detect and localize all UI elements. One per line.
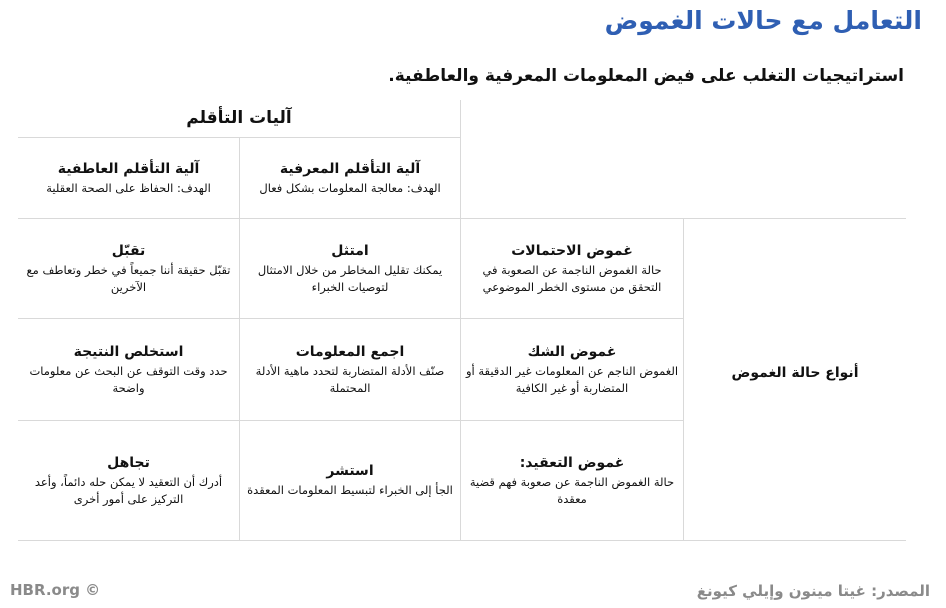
page-subtitle: استراتيجيات التغلب على فيض المعلومات المعرفية والعاطفية. — [388, 66, 904, 86]
cognitive-strategy-cell — [240, 219, 460, 318]
ambiguity-type-cell — [461, 319, 683, 420]
brand-logo: HBR.org © — [10, 581, 101, 599]
strategy-title: استخلص النتيجة — [73, 343, 184, 360]
column-title: آلية التأقلم المعرفية — [279, 160, 421, 177]
type-title: غموض الشك — [527, 343, 617, 360]
strategy-title: استشر — [326, 463, 374, 479]
ambiguity-types-header: أنواع حالة الغموض — [731, 365, 859, 381]
strategy-title: امتثل — [331, 242, 369, 259]
strategy-title: تجاهل — [107, 454, 150, 471]
strategy-desc: أدرك أن التعقيد لا يمكن حله دائماً، وأعد التركيز على أمور أخرى — [34, 474, 223, 506]
type-title: غموض التعقيد: — [519, 454, 625, 471]
strategy-desc: حدد وقت التوقف عن البحث عن معلومات واضحة — [29, 363, 228, 395]
strategy-title: اجمع المعلومات — [295, 343, 405, 360]
type-title: غموض الاحتمالات — [511, 242, 633, 259]
type-desc: الغموض الناجم عن المعلومات غير الدقيقة أو المتضاربة أو غير الكافية — [465, 363, 679, 395]
source-credit: المصدر: غيتا مينون وإيلي كيونغ — [696, 582, 930, 600]
column-desc: الهدف: معالجة المعلومات بشكل فعال — [259, 180, 441, 195]
coping-mechanisms-header: آليات التأقلم — [186, 108, 292, 128]
divider — [18, 540, 906, 541]
emotional-strategy-cell — [18, 319, 239, 420]
column-desc: الهدف: الحفاظ على الصحة العقلية — [46, 180, 211, 195]
emotional-strategy-cell — [18, 219, 239, 318]
column-header-cognitive — [240, 138, 460, 218]
divider — [683, 218, 684, 540]
strategy-desc: تقبّل حقيقة أننا جميعاً في خطر وتعاطف مع الآخرين — [26, 262, 231, 294]
column-title: آلية التأقلم العاطفية — [57, 160, 200, 177]
emotional-strategy-cell — [18, 421, 239, 540]
strategy-desc: يمكنك تقليل المخاطر من خلال الامتثال لتوصيات الخبراء — [257, 262, 443, 294]
type-desc: حالة الغموض الناجمة عن الصعوبة في التحقق من مستوى الخطر الموضوعي — [482, 262, 662, 294]
strategy-title: تقبّل — [111, 242, 146, 259]
ambiguity-type-cell — [461, 219, 683, 318]
strategy-desc: الجأ إلى الخبراء لتبسيط المعلومات المعقدة — [247, 483, 453, 497]
cognitive-strategy-cell — [240, 319, 460, 420]
strategy-desc: صنّف الأدلة المتضاربة لتحدد ماهية الأدلة المحتملة — [255, 363, 445, 395]
ambiguity-type-cell — [461, 421, 683, 540]
type-desc: حالة الغموض الناجمة عن صعوبة فهم قضية معقدة — [469, 474, 675, 506]
page-title: التعامل مع حالات الغموض — [604, 6, 922, 35]
column-header-emotional — [18, 138, 239, 218]
cognitive-strategy-cell — [240, 421, 460, 540]
